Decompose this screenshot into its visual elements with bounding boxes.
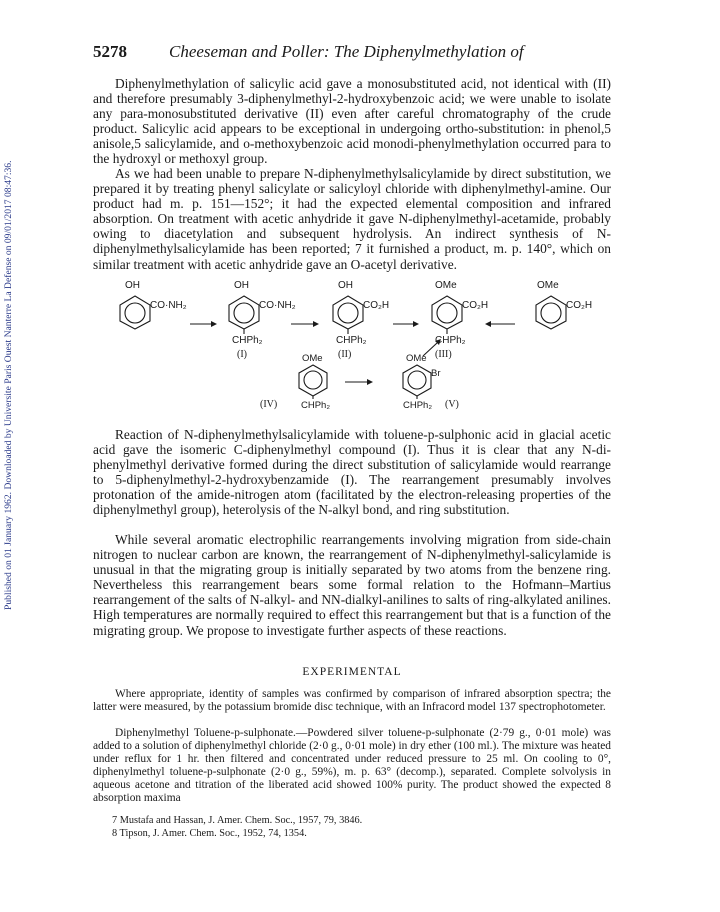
experimental-paragraph-2: Diphenylmethyl Toluene-p-sulphonate.—Powdered silver toluene-p-sulphonate (2·79 g., 0·01 mole) was added to a solution of diphenylmethyl chloride (2·0 g., 0·01 mole) in dry ether (100 ml.). The mixture was heated under reflux for 1 hr. then filtered and concentrated under reduced pressure to 25 ml. On cooling to 0°, diphenylmethyl toluene-p-sulphonate (2·0 g., 59%), m. p. 63° (decomp.), separated. Complete solvolysis in aqueous acetone and titration of the liberated acid showed 100% purity. The product showed the expected 8 absorption maxima	[93, 727, 611, 805]
benzene-ring-IV	[299, 365, 327, 396]
amide-group: CO·NH₂	[259, 300, 296, 311]
hydroxyl-group: OH	[338, 280, 353, 291]
body-paragraph-4: While several aromatic electrophilic rearrangements involving migration from side-chain nitrogen to nuclear carbon are known, the rearrangement of N-diphenylmethyl-salicylamide is unusual in that the migrating group is initially separated by two atoms from the benzene ring. Nevertheless this rearrangement bears some formal relation to the Hofmann–Martius rearrangement of the salts of N-alkyl- and NN-dialkyl-anilines to salts of ring-alkylated anilines. High temperatures are normally required to effect this rearrangement but that is a function of the migrating group. We propose to investigate further aspects of these reactions.	[93, 532, 611, 638]
download-watermark-text: Published on 01 January 1962. Downloaded by Universite Paris Ouest Nanterre La Defense on 09/01/2017 08:47:36.	[3, 160, 14, 610]
compound-label-I: (I)	[237, 349, 247, 360]
body-paragraph-1: Diphenylmethylation of salicylic acid gave a monosubstituted acid, not identical with (II) and therefore presumably 3-diphenylmethyl-2-hydroxybenzoic acid; we were unable to isolate any para-monosubstituted derivative (II) even after careful chromatography of the crude product. Salicylic acid appears to be exceptional in undergoing ortho-substitution: in phenol,5 anisole,5 salicylamide, and o-methoxybenzoic acid monodi-phenylmethylation occurred para to the hydroxyl or methoxyl group.	[93, 76, 611, 167]
page-number: 5278	[93, 42, 127, 61]
aromatic-circle	[338, 303, 358, 323]
experimental-paragraph-1: Where appropriate, identity of samples was confirmed by comparison of infrared absorption spectra; the latter were measured, by the potassium bromide disc technique, with an Infracord model 137 spectrophotometer.	[93, 688, 611, 714]
body-paragraph-3: Reaction of N-diphenylmethylsalicylamide with toluene-p-sulphonic acid in glacial acetic acid gave the isomeric C-diphenylmethyl compound (I). Thus it is clear that any N-di-phenylmethyl derivative formed during the direct substitution of salicylamide would rearrange to 5-diphenylmethyl-2-hydroxybenzamide (I). The rearrangement presumably involves protonation of the amide-nitrogen atom (facilitated by the electron-releasing properties of the diphenylmethyl group), heterolysis of the N-alkyl bond, and ring substitution.	[93, 427, 611, 518]
diphenylmethyl-group: CHPh₂	[435, 335, 466, 346]
carboxyl-group: CO₂H	[363, 300, 390, 311]
hydroxyl-group: OH	[125, 280, 140, 291]
aromatic-circle	[408, 371, 426, 389]
methoxy-group: OMe	[537, 280, 559, 291]
running-header	[93, 42, 613, 66]
download-watermark	[1, 40, 15, 610]
amide-group: CO·NH₂	[150, 300, 187, 311]
footnotes	[112, 815, 612, 840]
compound-label-IV: (IV)	[260, 399, 278, 410]
experimental-heading: EXPERIMENTAL	[302, 666, 402, 678]
benzene-ring-V	[403, 365, 431, 396]
methoxy-group: OMe	[302, 353, 323, 364]
compound-label-III: (III)	[435, 349, 452, 360]
diphenylmethyl-group: CHPh₂	[232, 335, 263, 346]
carboxyl-group: CO₂H	[566, 300, 593, 311]
hydroxyl-group: OH	[234, 280, 249, 291]
aromatic-circle	[234, 303, 254, 323]
aromatic-circle	[541, 303, 561, 323]
footnote-8: 8 Tipson, J. Amer. Chem. Soc., 1952, 74, 1354.	[112, 827, 307, 839]
aromatic-circle	[125, 303, 145, 323]
bromo-group: Br	[431, 368, 441, 379]
methoxy-group: OMe	[406, 353, 427, 364]
diphenylmethyl-group: CHPh₂	[336, 335, 367, 346]
diphenylmethyl-group: CHPh₂	[301, 400, 331, 411]
footnote-7: 7 Mustafa and Hassan, J. Amer. Chem. Soc., 1957, 79, 3846.	[112, 815, 363, 826]
reaction-scheme	[95, 276, 615, 416]
body-paragraph-2: As we had been unable to prepare N-diphenylmethylsalicylamide by direct substitution, we prepared it by treating phenyl salicylate or salicyloyl chloride with diphenylmethyl-amine. Our product had m. p. 151—152°; it had the expected elemental composition and infrared absorption. On treatment with acetic anhydride it gave N-diphenylmethyl-acetamide, probably owing to diacetylation and subsequent hydrolysis. An indirect synthesis of N-diphenylmethylsalicylamide has been reported; 7 it furnished a product, m. p. 140°, which on similar treatment with acetic anhydride gave an O-acetyl derivative.	[93, 166, 611, 272]
aromatic-circle	[304, 371, 322, 389]
aromatic-circle	[437, 303, 457, 323]
compound-label-V: (V)	[445, 399, 459, 410]
diphenylmethyl-group: CHPh₂	[403, 400, 433, 411]
running-title: Cheeseman and Poller: The Diphenylmethylation of	[169, 42, 524, 61]
compound-label-II: (II)	[338, 349, 352, 360]
methoxy-group: OMe	[435, 280, 457, 291]
carboxyl-group: CO₂H	[462, 300, 489, 311]
